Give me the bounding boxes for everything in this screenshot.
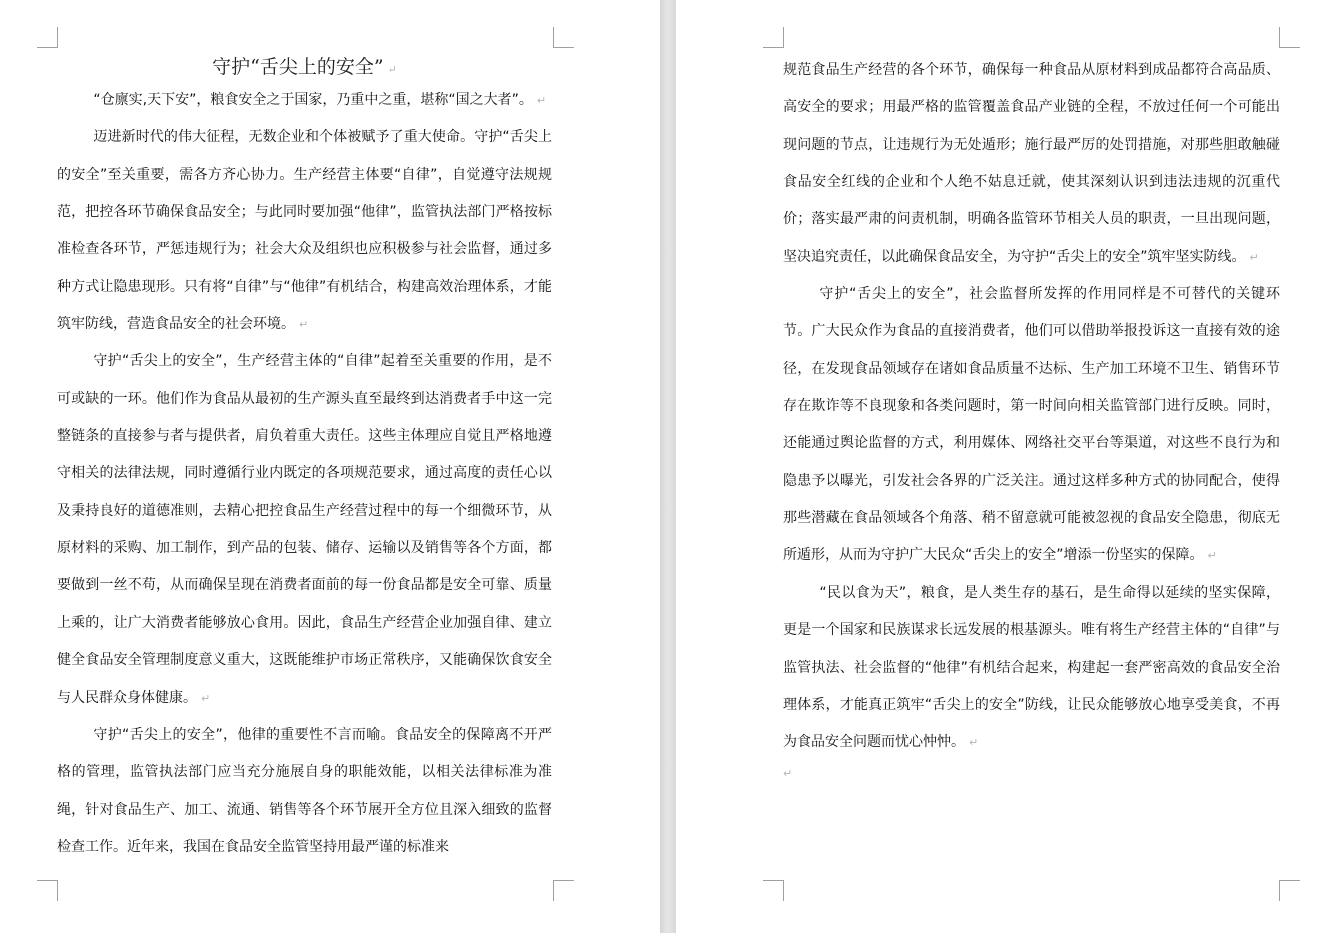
paragraph-mark: ↵ [299,318,309,332]
crop-mark-bottom-left [37,880,58,901]
document-title[interactable]: 守护“舌尖上的安全” ↵ [212,56,397,78]
page-1-text-area[interactable] [57,52,552,866]
paragraph-mark: ↵ [1207,549,1217,563]
document-page-1 [0,0,660,933]
page-gutter [660,0,676,933]
paragraph-mark: ↵ [969,736,979,750]
paragraph-social-supervision[interactable]: 守护“舌尖上的安全”，社会监督所发挥的作用同样是不可替代的关键环节。广大民众作为食品的直接消费者，他们可以借助举报投诉这一直接有效的途径，在发现食品领域存在诸如食品质量不达标、生产加工环境不卫生、销售环节存在欺诈等不良现象和各类问题时，第一时间向相关监管部门进行反映。同时，还能通过舆论监督的方式，利用媒体、网络社交平台等渠道，对这些不良行为和隐患予以曝光，引发社会各界的广泛关注。通过这样多种方式的协同配合，使得那些潜藏在食品领域各个角落、稍不留意就可能被忽视的食品安全隐患，彻底无所遁形，从而为守护广大民众“舌尖上的安全”增添一份坚实的保障。 ↵ [783,286,1280,564]
paragraph-mark: ↵ [1249,250,1259,264]
paragraph-mark: ↵ [387,63,397,76]
crop-mark-bottom-left [763,880,784,901]
crop-mark-bottom-right [553,880,574,901]
paragraph-conclusion[interactable]: “民以食为天”，粮食，是人类生存的基石，是生命得以延续的坚实保障，更是一个国家和民族谋求长远发展的根基源头。唯有将生产经营主体的“自律”与监管执法、社会监督的“他律”有机结合起来，构建起一套严密高效的食品安全治理体系，才能真正筑牢“舌尖上的安全”防线，让民众能够放心地享受美食，不再为食品安全问题而忧心忡忡。 ↵ [783,584,1280,751]
paragraph-mark: ↵ [536,94,547,107]
paragraph-continued[interactable]: 规范食品生产经营的各个环节，确保每一种食品从原材料到成品都符合高品质、高安全的要求；用最严格的监管覆盖食品产业链的全程，不放过任何一个可能出现问题的节点，让违规行为无处遁形；施行最严厉的处罚措施，对那些胆敢触碰食品安全红线的企业和个人绝不姑息迁就，使其深刻认识到违法违规的沉重代价；落实最严肃的问责机制，明确各监管环节相关人员的职责，一旦出现问题，坚决追究责任，以此确保食品安全，为守护“舌尖上的安全”筑牢坚实防线。 ↵ [783,62,1280,265]
empty-paragraph[interactable] [783,762,1280,799]
page-2-text-area[interactable] [783,52,1280,799]
paragraph-mark: ↵ [783,766,793,780]
crop-mark-top-right [553,27,574,48]
paragraph-self-discipline[interactable]: 守护“舌尖上的安全”，生产经营主体的“自律”起着至关重要的作用，是不可或缺的一环。他们作为食品从最初的生产源头直至最终到达消费者手中这一完整链条的直接参与者与提供者，肩负着重大责任。这些主体理应自觉且严格地遵守相关的法律法规，同时遵循行业内既定的各项规范要求，通过高度的责任心以及秉持良好的道德准则，去精心把控食品生产经营过程中的每一个细微环节，从原材料的采购、加工制作，到产品的包装、储存、运输以及销售等各个方面，都要做到一丝不苟，从而确保呈现在消费者面前的每一份食品都是安全可靠、质量上乘的，让广大消费者能够放心食用。因此，食品生产经营企业加强自律、建立健全食品安全管理制度意义重大，这既能维护市场正常秩序，又能确保饮食安全与人民群众身体健康。 ↵ [57,353,552,706]
crop-mark-top-right [1279,27,1300,48]
paragraph-overview[interactable]: 迈进新时代的伟大征程，无数企业和个体被赋予了重大使命。守护“舌尖上的安全”至关重要，需各方齐心协力。生产经营主体要“自律”，自觉遵守法规规范，把控各环节确保食品安全；与此同时要加强“他律”，监管执法部门严格按标准检查各环节，严惩违规行为；社会大众及组织也应积极参与社会监督，通过多种方式让隐患现形。只有将“自律”与“他律”有机结合，构建高效治理体系，才能筑牢防线，营造食品安全的社会环境。 ↵ [57,129,552,333]
crop-mark-top-left [37,27,58,48]
paragraph-mark: ↵ [201,691,211,705]
paragraph-external-regulation[interactable]: 守护“舌尖上的安全”，他律的重要性不言而喻。食品安全的保障离不开严格的管理，监管执法部门应当充分施展自身的职能效能，以相关法律标准为准绳，针对食品生产、加工、流通、销售等各个环节展开全方位且深入细致的监督检查工作。近年来，我国在食品安全监管坚持用最严谨的标准来 [57,726,552,855]
crop-mark-bottom-right [1279,880,1300,901]
crop-mark-top-left [763,27,784,48]
document-page-2 [676,0,1338,933]
paragraph-intro[interactable]: “仓廪实,天下安”，粮食安全之于国家，乃重中之重，堪称“国之大者”。 ↵ [93,92,547,108]
